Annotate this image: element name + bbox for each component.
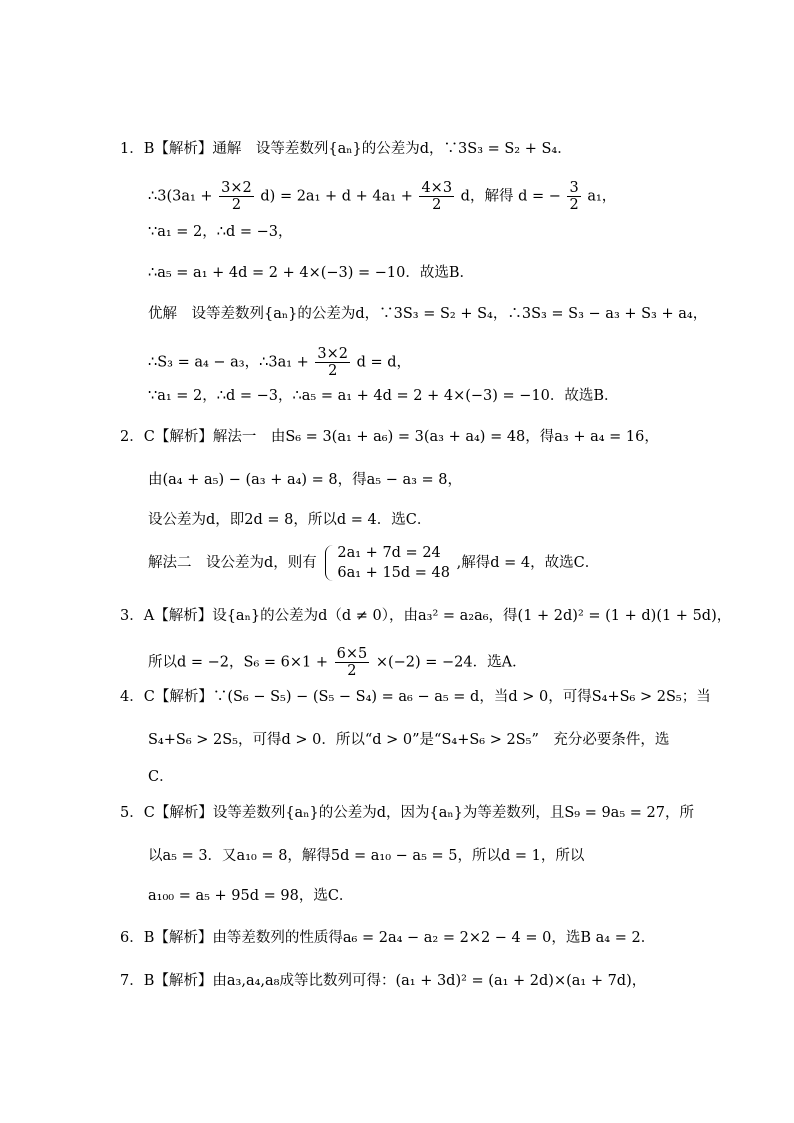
fraction [419,180,454,213]
expr: d = d， [356,354,412,371]
fraction [219,180,254,213]
solution-1-line-5: 优解 设等差数列{aₙ}的公差为d，∵3S₃ = S₂ + S₄，∴3S₃ = S₃ − a₃ + S₃ + a₄， [148,306,708,322]
line-text: A【解析】设{aₙ}的公差为d（d ≠ 0），由a₃² = a₂a₆，得(1 + 2d)² = (1 + d)(1 + 5d)， [143,608,732,624]
denominator: 2 [569,197,579,213]
solution-2-line-1 [120,427,659,447]
numerator: 6×5 [336,646,368,662]
solution-1-line-6 [148,346,411,379]
solution-1-line-1 [120,139,572,159]
line-text: C【解析】∵(S₆ − S₅) − (S₅ − S₄) = a₆ − a₅ = d，当d > 0，可得S₄+S₆ > 2S₅；当 [143,689,711,705]
fraction [567,180,580,213]
solution-5-line-3: a₁₀₀ = a₅ + 95d = 98，选C． [148,888,354,904]
expr: ×(−2) = −24．选A． [375,654,527,671]
item-number: 2． [120,429,144,445]
solution-2-line-2: 由(a₄ + a₅) − (a₃ + a₄) = 8，得a₅ − a₃ = 8， [148,472,463,488]
item-number: 1． [120,141,144,157]
line-text: C【解析】设等差数列{aₙ}的公差为d，因为{aₙ}为等差数列，且S₉ = 9a₅ = 27，所 [143,805,694,821]
solution-5-line-2: 以a₅ = 3．又a₁₀ = 8，解得5d = a₁₀ − a₅ = 5，所以d = 1，所以 [148,848,585,864]
denominator: 2 [432,197,442,213]
expr: ∴3(3a₁ + [148,188,213,205]
solution-4-line-2: S₄+S₆ > 2S₅，可得d > 0．所以“d > 0”是“S₄+S₆ > 2S₅” 充分必要条件，选 [148,732,670,748]
solution-4-line-1 [120,687,711,707]
expr: d) = 2a₁ + d + 4a₁ + [260,188,413,205]
solution-1-line-4: ∴a₅ = a₁ + 4d = 2 + 4×(−3) = −10．故选B． [148,265,475,281]
solution-1-line-7: ∵a₁ = 2，∴d = −3，∴a₅ = a₁ + 4d = 2 + 4×(−3) = −10．故选B． [148,388,619,404]
line-text: B【解析】通解 设等差数列{aₙ}的公差为d，∵3S₃ = S₂ + S₄． [143,141,572,157]
equation: 2a₁ + 7d = 24 [337,545,441,561]
solution-5-line-1 [120,803,694,823]
fraction [315,346,350,379]
expr: d，解得 d = − [460,188,561,205]
equation: 6a₁ + 15d = 48 [337,565,450,581]
line-text: C【解析】解法一 由S₆ = 3(a₁ + a₆) = 3(a₃ + a₄) = 48，得a₃ + a₄ = 16， [143,429,659,445]
solution-7-line-1 [120,971,646,991]
equation-system [323,543,450,583]
line-text: B【解析】由a₃,a₄,a₈成等比数列可得：(a₁ + 3d)² = (a₁ + 2d)×(a₁ + 7d)， [143,973,647,989]
solution-3-line-2 [148,646,527,679]
solution-6-line-1 [120,928,655,948]
item-number: 7． [120,973,144,989]
item-number: 6． [120,930,144,946]
solution-3-line-1 [120,606,731,626]
solution-4-line-3: C． [148,769,174,785]
fraction [335,646,370,679]
numerator: 4×3 [421,180,453,196]
solution-2-line-4 [148,543,599,583]
expr: 解法二 设公差为d，则有 [148,555,317,571]
item-number: 5． [120,805,144,821]
expr: ∴S₃ = a₄ − a₃，∴3a₁ + [148,354,309,371]
numerator: 3×2 [221,180,252,196]
expr: a₁， [587,188,617,205]
denominator: 2 [231,197,242,213]
line-text: B【解析】由等差数列的性质得a₆ = 2a₄ − a₂ = 2×2 − 4 = 0，选B a₄ = 2． [143,930,656,946]
solution-1-line-3: ∵a₁ = 2，∴d = −3， [148,224,293,240]
denominator: 2 [328,363,338,379]
denominator: 2 [347,663,357,679]
solution-2-line-3: 设公差为d，即2d = 8，所以d = 4．选C． [148,512,432,528]
numerator: 3 [569,180,579,196]
solution-1-line-2 [148,180,616,213]
expr: ,解得d = 4，故选C． [456,555,600,571]
expr: 所以d = −2，S₆ = 6×1 + [148,654,328,671]
item-number: 4． [120,689,144,705]
item-number: 3． [120,608,144,624]
numerator: 3×2 [317,346,349,362]
